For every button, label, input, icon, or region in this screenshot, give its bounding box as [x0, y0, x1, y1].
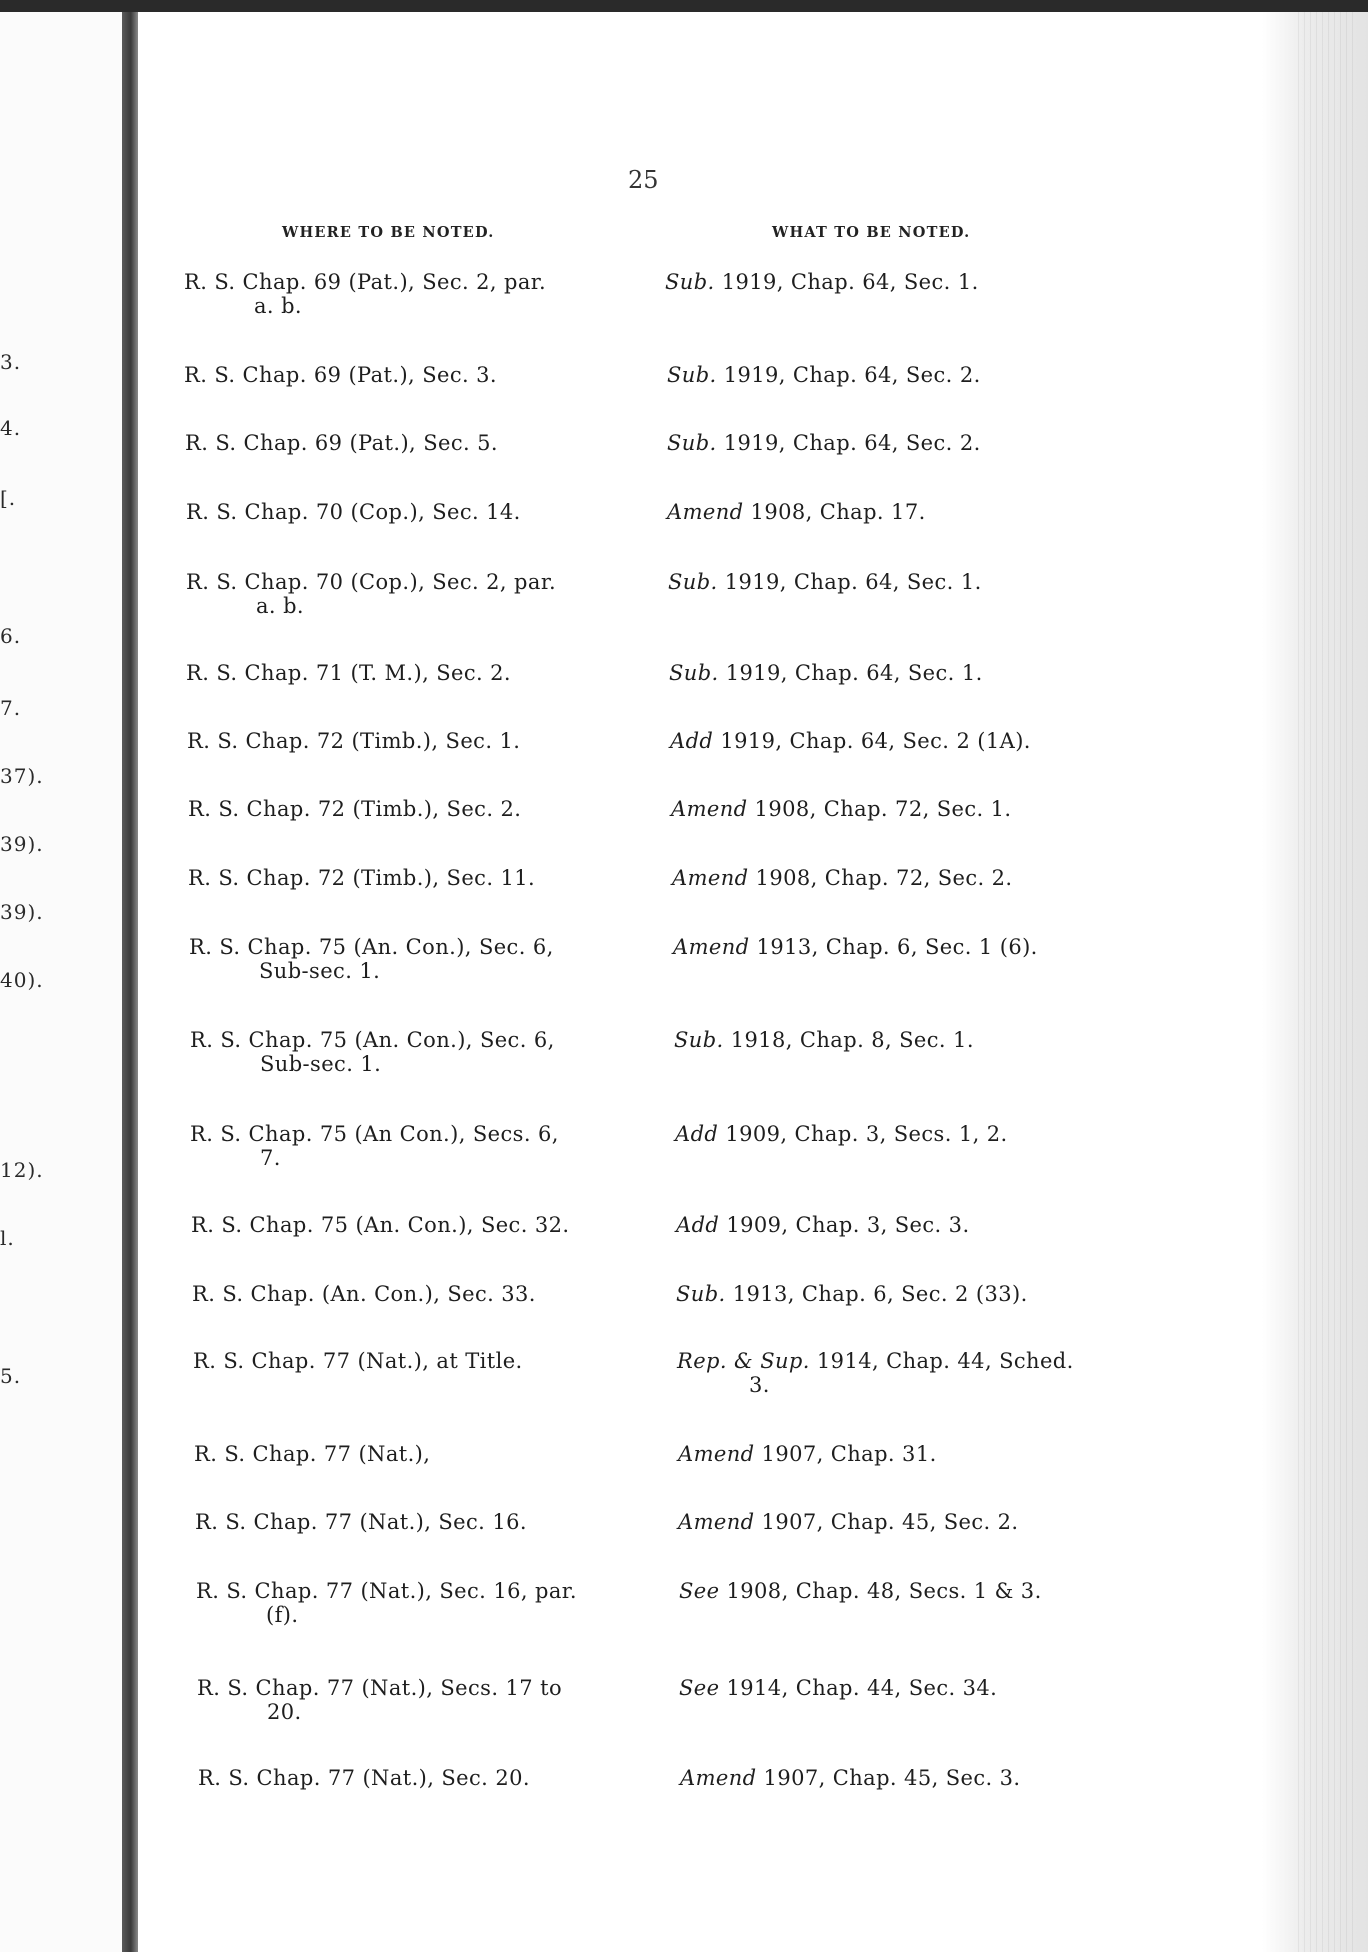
what-to-be-noted-cell — [667, 363, 1137, 387]
action-word: Amend — [672, 866, 749, 890]
action-word: Add — [675, 1122, 719, 1146]
what-to-be-noted-cell — [669, 661, 1139, 685]
where-to-be-noted-cell — [188, 866, 648, 890]
what-text: 1907, Chap. 45, Sec. 2. — [754, 1510, 1019, 1534]
where-continuation-text: a. b. — [256, 594, 304, 618]
what-to-be-noted-cell — [671, 797, 1141, 821]
where-text: R. S. Chap. 69 (Pat.), Sec. 2, par. — [184, 270, 547, 294]
where-text: R. S. Chap. 75 (An. Con.), Sec. 32. — [191, 1213, 570, 1237]
column-header-what: WHAT TO BE NOTED. — [772, 224, 971, 241]
action-word: Amend — [671, 797, 748, 821]
margin-fragment: 7. — [0, 696, 22, 720]
what-text: 1907, Chap. 45, Sec. 3. — [756, 1766, 1021, 1790]
margin-fragment: 39). — [0, 900, 44, 924]
where-text: R. S. Chap. 75 (An Con.), Secs. 6, — [190, 1122, 559, 1146]
action-word: Amend — [673, 935, 750, 959]
margin-fragment: 4. — [0, 416, 22, 440]
where-text: R. S. Chap. 77 (Nat.), Sec. 16, par. — [196, 1579, 577, 1603]
action-word: See — [679, 1579, 720, 1603]
where-text: R. S. Chap. 72 (Timb.), Sec. 2. — [188, 797, 522, 821]
action-word: Rep. & Sup. — [677, 1349, 810, 1373]
where-text: R. S. Chap. 77 (Nat.), Secs. 17 to — [197, 1676, 562, 1700]
what-to-be-noted-cell — [675, 1122, 1145, 1146]
where-continuation-text: a. b. — [254, 294, 302, 318]
what-text: 1919, Chap. 64, Sec. 2 (1A). — [713, 729, 1031, 753]
where-to-be-noted-cell — [187, 729, 647, 753]
what-text: 1918, Chap. 8, Sec. 1. — [723, 1028, 974, 1052]
margin-fragment: 12). — [0, 1158, 44, 1182]
action-word: Sub. — [667, 363, 717, 387]
what-text: 1907, Chap. 31. — [754, 1442, 937, 1466]
action-word: Amend — [680, 1766, 757, 1790]
action-word: Sub. — [674, 1028, 724, 1052]
margin-fragment: 3. — [0, 350, 22, 374]
margin-fragment: 5. — [0, 1364, 22, 1388]
action-word: Amend — [678, 1442, 755, 1466]
where-to-be-noted-cell — [193, 1349, 653, 1373]
what-text: 1914, Chap. 44, Sec. 34. — [719, 1676, 998, 1700]
where-to-be-noted-cell — [197, 1676, 657, 1724]
where-continuation-text: 7. — [260, 1146, 281, 1170]
book-spine-shadow — [122, 12, 138, 1952]
what-text: 1909, Chap. 3, Secs. 1, 2. — [718, 1122, 1008, 1146]
where-to-be-noted-cell — [188, 797, 648, 821]
what-text: 1908, Chap. 72, Sec. 1. — [747, 797, 1012, 821]
action-word: Sub. — [676, 1282, 726, 1306]
what-to-be-noted-cell — [670, 729, 1140, 753]
page-number: 25 — [628, 166, 659, 194]
what-text: 1913, Chap. 6, Sec. 2 (33). — [725, 1282, 1028, 1306]
action-word: Add — [676, 1213, 720, 1237]
what-to-be-noted-cell — [677, 1349, 1147, 1397]
where-to-be-noted-cell — [192, 1282, 652, 1306]
where-continuation-text: Sub-sec. 1. — [259, 959, 381, 983]
what-to-be-noted-cell — [668, 570, 1138, 594]
where-continuation-text: 20. — [267, 1700, 302, 1724]
margin-fragment: [. — [0, 486, 17, 510]
where-to-be-noted-cell — [185, 431, 645, 455]
what-text: 1908, Chap. 17. — [743, 500, 926, 524]
where-text: R. S. Chap. 77 (Nat.), — [194, 1442, 431, 1466]
where-text: R. S. Chap. 77 (Nat.), Sec. 20. — [198, 1766, 530, 1790]
margin-fragment: l. — [0, 1226, 15, 1250]
what-text: 1919, Chap. 64, Sec. 2. — [716, 363, 981, 387]
what-to-be-noted-cell — [678, 1510, 1148, 1534]
column-header-where: WHERE TO BE NOTED. — [282, 224, 495, 241]
where-text: R. S. Chap. 72 (Timb.), Sec. 1. — [187, 729, 521, 753]
where-to-be-noted-cell — [186, 661, 646, 685]
where-text: R. S. Chap. 70 (Cop.), Sec. 14. — [186, 500, 521, 524]
action-word: Sub. — [665, 270, 715, 294]
where-to-be-noted-cell — [190, 1028, 650, 1076]
what-to-be-noted-cell — [674, 1028, 1144, 1052]
where-text: R. S. Chap. 71 (T. M.), Sec. 2. — [186, 661, 512, 685]
action-word: Sub. — [669, 661, 719, 685]
where-to-be-noted-cell — [196, 1579, 656, 1627]
page-edge-stack — [1262, 12, 1368, 1952]
facing-page-margin — [0, 12, 124, 1952]
scan-top-border — [0, 0, 1368, 12]
what-text: 1909, Chap. 3, Sec. 3. — [719, 1213, 970, 1237]
what-continuation-text: 3. — [749, 1373, 770, 1397]
margin-fragment: 37). — [0, 764, 44, 788]
what-to-be-noted-cell — [672, 866, 1142, 890]
what-text: 1919, Chap. 64, Sec. 2. — [716, 431, 981, 455]
what-text: 1919, Chap. 64, Sec. 1. — [714, 270, 979, 294]
action-word: Add — [670, 729, 714, 753]
what-text: 1919, Chap. 64, Sec. 1. — [717, 570, 982, 594]
what-to-be-noted-cell — [680, 1766, 1150, 1790]
where-continuation-text: Sub-sec. 1. — [260, 1052, 382, 1076]
where-text: R. S. Chap. 69 (Pat.), Sec. 5. — [185, 431, 498, 455]
where-text: R. S. Chap. 70 (Cop.), Sec. 2, par. — [186, 570, 557, 594]
where-text: R. S. Chap. (An. Con.), Sec. 33. — [192, 1282, 536, 1306]
what-to-be-noted-cell — [676, 1213, 1146, 1237]
where-to-be-noted-cell — [184, 270, 644, 318]
action-word: Amend — [678, 1510, 755, 1534]
where-text: R. S. Chap. 75 (An. Con.), Sec. 6, — [190, 1028, 555, 1052]
what-text: 1914, Chap. 44, Sched. — [809, 1349, 1074, 1373]
what-to-be-noted-cell — [679, 1579, 1149, 1603]
where-to-be-noted-cell — [186, 500, 646, 524]
where-text: R. S. Chap. 72 (Timb.), Sec. 11. — [188, 866, 536, 890]
what-to-be-noted-cell — [679, 1676, 1149, 1700]
where-to-be-noted-cell — [195, 1510, 655, 1534]
where-to-be-noted-cell — [186, 570, 646, 618]
where-continuation-text: (f). — [266, 1603, 299, 1627]
action-word: Amend — [667, 500, 744, 524]
action-word: Sub. — [667, 431, 717, 455]
where-to-be-noted-cell — [198, 1766, 658, 1790]
what-to-be-noted-cell — [676, 1282, 1146, 1306]
where-text: R. S. Chap. 69 (Pat.), Sec. 3. — [184, 363, 497, 387]
where-to-be-noted-cell — [184, 363, 644, 387]
where-text: R. S. Chap. 75 (An. Con.), Sec. 6, — [189, 935, 554, 959]
action-word: Sub. — [668, 570, 718, 594]
where-to-be-noted-cell — [194, 1442, 654, 1466]
margin-fragment: 6. — [0, 624, 22, 648]
where-to-be-noted-cell — [191, 1213, 651, 1237]
what-text: 1908, Chap. 48, Secs. 1 & 3. — [719, 1579, 1042, 1603]
what-to-be-noted-cell — [678, 1442, 1148, 1466]
where-to-be-noted-cell — [190, 1122, 650, 1170]
what-to-be-noted-cell — [667, 431, 1137, 455]
what-to-be-noted-cell — [667, 500, 1137, 524]
where-to-be-noted-cell — [189, 935, 649, 983]
what-to-be-noted-cell — [665, 270, 1135, 294]
what-text: 1908, Chap. 72, Sec. 2. — [748, 866, 1013, 890]
margin-fragment: 39). — [0, 832, 44, 856]
what-text: 1913, Chap. 6, Sec. 1 (6). — [749, 935, 1038, 959]
what-text: 1919, Chap. 64, Sec. 1. — [718, 661, 983, 685]
margin-fragment: 40). — [0, 968, 44, 992]
where-text: R. S. Chap. 77 (Nat.), at Title. — [193, 1349, 523, 1373]
where-text: R. S. Chap. 77 (Nat.), Sec. 16. — [195, 1510, 527, 1534]
what-to-be-noted-cell — [673, 935, 1143, 959]
action-word: See — [679, 1676, 720, 1700]
